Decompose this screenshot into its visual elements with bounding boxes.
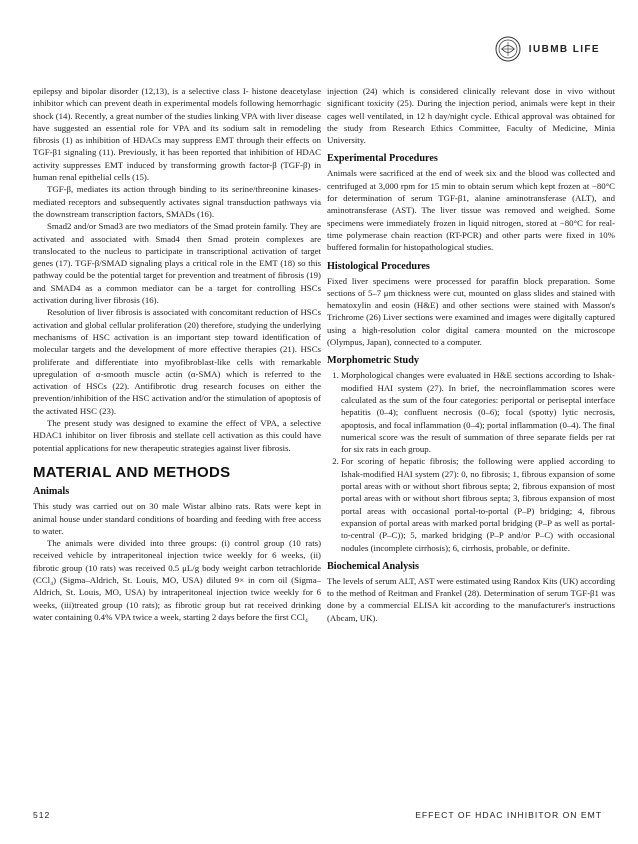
paragraph: This study was carried out on 30 male Wistar albino rats. Rats were kept in animal house under standard conditions of boarding and feeding with free access to water.	[33, 501, 321, 536]
paragraph: TGF-β, mediates its action through binding to its serine/threonine kinases-mediated receptors and subsequently activates signal transduction pathways via the downstream transcription factors, SMADs (16).	[33, 184, 321, 219]
paragraph: Animals were sacrificed at the end of week six and the blood was collected and centrifuged at 3,000 rpm for 15 min to obtain serum which kept frozen at −80°C for determination of serum TGF-β1, alanine aminotransferase (ALT), and aminotransferase (AST). The liver tissue was removed and weighed. Some specimens were immediately frozen in liquid nitrogen, stored at −80°C for real-time polymerase chain reaction (RT-PCR) and other parts were fixed in 10% buffered formalin for histopathological studies.	[327, 168, 615, 253]
subsection-heading: Morphometric Study	[327, 355, 419, 367]
page-header	[495, 36, 600, 62]
morphometric-list	[327, 369, 615, 553]
running-title: EFFECT OF HDAC INHIBITOR ON EMT	[415, 810, 602, 820]
section-heading: MATERIAL AND METHODS	[33, 463, 231, 481]
paragraph: injection (24) which is considered clinically relevant dose in vivo without significant toxicity (25). During the injection period, animals were kept in their cages well ventilated, in 12 h day/night cycle. Ethical approval was obtained for the study from Research Ethics Committee, Faculty of Medicine, Minia University.	[327, 86, 615, 146]
left-column	[33, 85, 321, 623]
page-footer	[33, 810, 602, 820]
subsection-heading: Animals	[33, 486, 70, 498]
list-item: 1. Morphological changes were evaluated in H&E sections according to Ishak-modified HAI system (27). In brief, the necroinflammation scores were calculated as the sum of the four categories: periportal or periseptal interface hepatitis (0–4); confluent necrosis (0–6); focal (spotty) lytic necrosis, apoptosis, and focal inflammation (0–4); portal inflammation (0–4). The final numerical score was the result of summation of three separate fields per rat for six rats in each group.	[341, 369, 615, 455]
paragraph: Smad2 and/or Smad3 are two mediators of the Smad protein family. They are activated and associated with Smad4 then Smad protein complexes are translocated to the nucleus to participate in transcriptional activation of target genes (17). TGF-β/SMAD signaling plays a critical role in the EMT (18) so this pathway could be the potential target for prevention and treatment of fibrosis (19) and SMAD4 as a common mediator can be a target for controlling HSCs activation during liver fibrosis (16).	[33, 221, 321, 306]
paragraph: Resolution of liver fibrosis is associated with concomitant reduction of HSCs activation and global cellular proliferation (20) therefore, studying the underlying mechanisms of HSC activation is an important step toward identification of molecular targets and the development of more effective therapies (21). HSCs proliferate and differentiate into myofibroblast-like cells with remarkable upregulation of α-smooth muscle actin (α-SMA) which is referred to the activation of HSCs (22). Antifibrotic drug research focuses on either the prevention/inhibition of the HSC activation and/or the stimulation of apoptosis of the activated HSC (23).	[33, 307, 321, 416]
iubmb-seal-icon	[495, 36, 521, 62]
subsection-heading: Biochemical Analysis	[327, 560, 419, 572]
subsection-heading: Histological Procedures	[327, 260, 430, 272]
list-item: 2. For scoring of hepatic fibrosis; the following were applied according to Ishak-modified HAI system (27): 0, no fibrosis; 1, fibrous expansion of some portal areas with or without short fibrous septa; 2, fibrous expansion of most portal areas with or without short fibrous septa; 3, fibrous expansion of most portal areas with occasional portal-to-portal (P–P) bridging; 4, fibrous expansion of portal areas with marked portal bridging (P–P as well as portal-to-central (P–C)); 5, marked bridging (P–P and/or P–C) with occasional nodules (incomplete cirrhosis); 6, cirrhosis, probable, or definite.	[341, 455, 615, 553]
subsection-heading: Experimental Procedures	[327, 153, 438, 165]
paragraph: The levels of serum ALT, AST were estimated using Randox Kits (UK) according to the method of Reitman and Frankel (28). Determination of serum TGF-β1 was done by a commercial ELISA kit according to the manufacturer's instructions (Abcam, UK).	[327, 575, 615, 623]
paragraph: The present study was designed to examine the effect of VPA, a selective HDAC1 inhibitor on liver fibrosis and stellate cell activation as this could have potential applications for new therapeutic strategies against liver fibrosis.	[33, 418, 321, 453]
paragraph: Fixed liver specimens were processed for paraffin block preparation. Some sections of 5–7 μm thickness were cut, mounted on glass slides and stained with hematoxylin and eosin (H&E) and other sections were stained with Masson's Trichrome (26) Liver sections were examined and images were digitally captured using a high-resolution color digital camera mounted on the microscope (Olympus, Japan), connected to a computer.	[327, 275, 615, 348]
paragraph: The animals were divided into three groups: (i) control group (10 rats) received vehicle by intraperitoneal injection twice weekly for 6 weeks, (ii) fibrotic group (10 rats) was received 0.5 μL/g body weight carbon tetrachloride (CCl₄) (Sigma–Aldrich, St. Louis, MO, USA) diluted 9× in corn oil (Sigma–Aldrich, St. Louis, MO, USA) by intraperitoneal injection twice weekly for 6 weeks, (iii)treated group (10 rats); as fibrotic group but rat received drinking water containing 0.4% VPA twice a week, starting 2 days before the first CCl₄	[33, 538, 321, 622]
page-number: 512	[33, 810, 51, 820]
journal-name: IUBMB LIFE	[528, 43, 600, 55]
paragraph: epilepsy and bipolar disorder (12,13), is a selective class I- histone deacetylase inhibitor which can prevent death in experimental models following hemorrhagic shock (14). Recently, a great number of the studies linking VPA with liver disease have suggested an essential role for VPA and its sodium salt in remodeling fibrosis (1) as inhibition of HDACs may suppress EMT through their effects on TGF-β1 signaling (11). Previously, it has been reported that inhibition of HDAC activity suppresses EMT induced by transforming growth factor-β (TGF-β) in human renal epithelial cells (15).	[33, 86, 321, 183]
right-column	[327, 85, 615, 624]
